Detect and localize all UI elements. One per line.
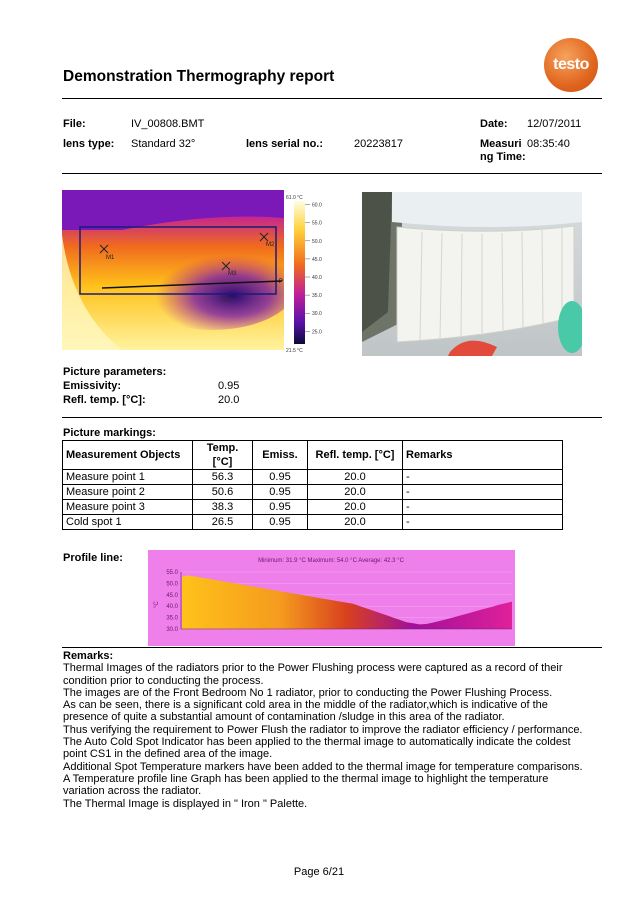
- measuring-time-label: Measuri: [480, 138, 522, 150]
- file-value: IV_00808.BMT: [131, 118, 205, 130]
- column-header: Measurement Objects: [63, 441, 193, 470]
- radiator-photo: [362, 192, 582, 356]
- markings-table: [62, 440, 563, 530]
- table-row: [63, 485, 563, 500]
- remarks-line: The Auto Cold Spot Indicator has been applied to the thermal image to automatically indicate the coldest: [63, 736, 571, 749]
- marker-m2: M2: [266, 242, 275, 248]
- cell-remarks: -: [403, 470, 563, 485]
- cell-remarks: -: [403, 515, 563, 530]
- profile-tick-label: 30.0: [166, 627, 178, 633]
- profile-ylabel: °C: [154, 601, 160, 608]
- scale-tick-label: 25.0: [312, 329, 322, 336]
- profile-tick-label: 40.0: [166, 604, 178, 611]
- cell-refl: 20.0: [308, 515, 403, 530]
- cell-emiss: 0.95: [253, 500, 308, 515]
- remarks-line: condition prior to conducting the process.: [63, 674, 264, 687]
- measuring-time-value: 08:35:40: [527, 138, 570, 150]
- cell-object: Measure point 2: [63, 485, 193, 500]
- profile-marker: P: [279, 279, 284, 285]
- cell-emiss: 0.95: [253, 515, 308, 530]
- divider: [62, 173, 602, 174]
- remarks-line: presence of quite a substantial amount of contamination /sludge in this area of the radiator.: [63, 711, 505, 724]
- refl-temp-label: Refl. temp. [°C]:: [63, 394, 146, 406]
- column-header: Emiss.: [253, 441, 308, 470]
- remarks-line: The images are of the Front Bedroom No 1 radiator, prior to conducting the Power Flushing Process.: [63, 686, 553, 699]
- table-header-row: [63, 441, 563, 470]
- emissivity-value: 0.95: [218, 380, 240, 392]
- cell-emiss: 0.95: [253, 470, 308, 485]
- measuring-time-label-2: ng Time:: [480, 151, 526, 163]
- remarks-line: A Temperature profile line Graph has been applied to the thermal image to highlight the temperature: [63, 772, 549, 785]
- divider: [62, 417, 602, 418]
- cell-temp: 50.6: [193, 485, 253, 500]
- lens-type-value: Standard 32°: [131, 138, 196, 150]
- remarks-section: [63, 650, 593, 810]
- report-title: Demonstration Thermography report: [63, 68, 335, 85]
- marker-m1: M1: [106, 255, 115, 261]
- cell-refl: 20.0: [308, 470, 403, 485]
- parameters-heading: Picture parameters:: [63, 366, 167, 378]
- table-row: [63, 470, 563, 485]
- date-value: 12/07/2011: [527, 118, 582, 130]
- remarks-line: The Thermal Image is displayed in " Iron " Palette.: [63, 797, 308, 810]
- profile-chart: [148, 550, 515, 646]
- cell-emiss: 0.95: [253, 485, 308, 500]
- file-label: File:: [63, 118, 86, 130]
- markings-heading: Picture markings:: [63, 427, 156, 439]
- cell-remarks: -: [403, 500, 563, 515]
- scale-tick-label: 55.0: [312, 220, 322, 227]
- column-header: Refl. temp. [°C]: [308, 441, 403, 470]
- cell-object: Measure point 3: [63, 500, 193, 515]
- page-number: Page 6/21: [293, 866, 345, 878]
- scale-tick-label: 45.0: [312, 256, 322, 263]
- profile-header: Minimum: 31.9 °C Maximum: 54.0 °C Average: 42.3 °C: [258, 558, 404, 564]
- remarks-line: As can be seen, there is a significant cold area in the middle of the radiator,which is indicative of the: [63, 699, 548, 712]
- cell-refl: 20.0: [308, 485, 403, 500]
- marker-cs1: CS1: [222, 298, 234, 304]
- cell-refl: 20.0: [308, 500, 403, 515]
- emissivity-label: Emissivity:: [63, 380, 122, 392]
- profile-tick-label: 55.0: [166, 570, 178, 576]
- divider: [62, 98, 602, 99]
- scale-min: 21.5 °C: [286, 348, 303, 354]
- lens-serial-value: 20223817: [354, 138, 403, 150]
- cell-object: Measure point 1: [63, 470, 193, 485]
- remarks-line: point CS1 in the defined area of the image.: [63, 748, 273, 761]
- lens-type-label: lens type:: [63, 138, 115, 150]
- scale-tick-label: 40.0: [312, 275, 322, 282]
- scale-tick-label: 35.0: [312, 293, 322, 300]
- lens-serial-label: lens serial no.:: [246, 138, 324, 150]
- profile-tick-label: 50.0: [166, 581, 178, 588]
- remarks-line: Additional Spot Temperature markers have been added to the thermal image for temperature comparisons.: [63, 760, 583, 773]
- cell-temp: 26.5: [193, 515, 253, 530]
- scale-tick-label: 60.0: [312, 202, 322, 209]
- thermal-image: [62, 190, 284, 350]
- remarks-heading: Remarks:: [63, 650, 114, 662]
- scale-tick-label: 50.0: [312, 238, 322, 245]
- profile-label: Profile line:: [63, 552, 123, 564]
- scale-max: 61.0 °C: [286, 195, 303, 201]
- cell-temp: 56.3: [193, 470, 253, 485]
- testo-logo: [544, 38, 598, 92]
- cell-temp: 38.3: [193, 500, 253, 515]
- refl-temp-value: 20.0: [218, 394, 240, 406]
- temperature-scale: [284, 192, 332, 354]
- remarks-line: variation across the radiator.: [63, 785, 202, 798]
- column-header: Remarks: [403, 441, 563, 470]
- marker-m3: M3: [228, 271, 237, 277]
- table-row: [63, 515, 563, 530]
- date-label: Date:: [480, 118, 508, 130]
- table-row: [63, 500, 563, 515]
- logo-text: testo: [553, 56, 589, 73]
- column-header: Temp. [°C]: [193, 441, 253, 470]
- cell-object: Cold spot 1: [63, 515, 193, 530]
- remarks-line: Thus verifying the requirement to Power Flush the radiator to improve the radiator efficiency / performance.: [63, 723, 583, 736]
- divider: [62, 647, 602, 648]
- profile-tick-label: 35.0: [166, 615, 178, 622]
- cell-remarks: -: [403, 485, 563, 500]
- profile-tick-label: 45.0: [166, 592, 178, 599]
- scale-tick-label: 30.0: [312, 311, 322, 318]
- remarks-line: Thermal Images of the radiators prior to the Power Flushing process were captured as a record of their: [63, 662, 563, 675]
